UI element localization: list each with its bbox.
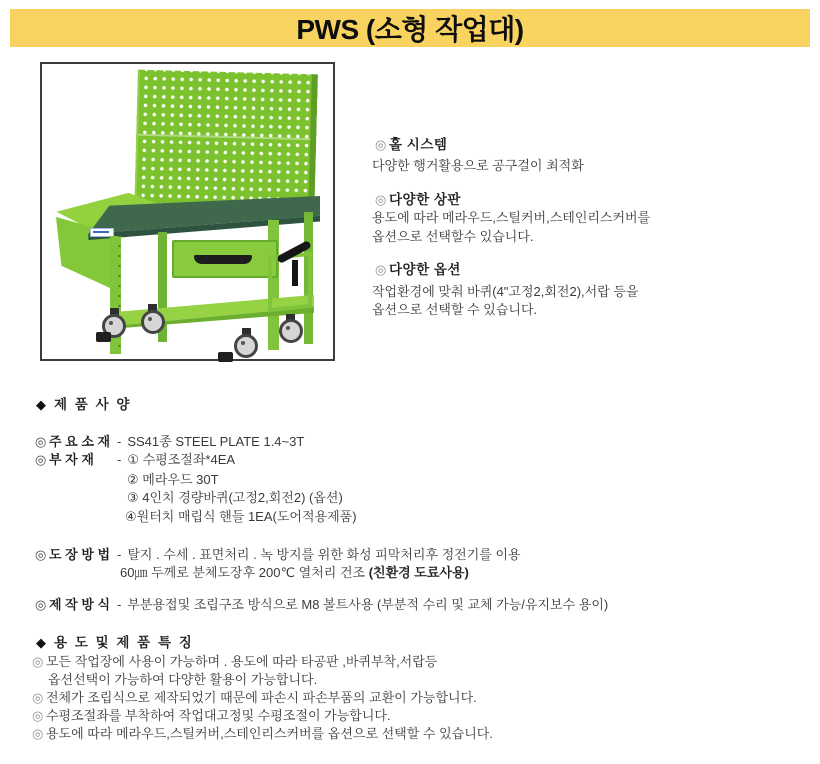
feature-text: 옵션으로 선택할수 있습니다.	[372, 229, 534, 244]
feature-text: 옵션으로 선택할 수 있습니다.	[372, 302, 538, 317]
side-bracket-frame	[268, 252, 312, 313]
spec-bullet-icon: ◎	[35, 547, 47, 562]
diamond-bullet-icon: ◆	[36, 397, 46, 412]
spec-label: 제 작 방 식	[49, 597, 111, 612]
usage-text: 모든 작업장에 사용이 가능하며 . 용도에 따라 타공판 ,바퀴부착,서랍등	[46, 654, 438, 669]
usage-text: 전체가 조립식으로 제작되었기 때문에 파손시 파손부품의 교환이 가능합니다.	[46, 690, 477, 705]
usage-text: 용도에 따라 메라우드,스틸커버,스테인리스커버를 옵션으로 선택할 수 있습니다.	[46, 726, 493, 741]
caster-wheel-icon	[141, 310, 165, 334]
spec-label: 주 요 소 재	[49, 434, 111, 449]
spec-heading: 제 품 사 양	[54, 397, 132, 412]
usage-item	[32, 654, 437, 670]
usage-text: 수평조절좌를 부착하여 작업대고정및 수평조절이 가능합니다.	[46, 708, 391, 723]
feature-title: 다양한 옵션	[389, 262, 461, 277]
usage-item-cont: 옵션선택이 가능하여 다양한 활용이 가능합니다.	[48, 672, 318, 687]
usage-heading-row	[36, 635, 194, 651]
feature-text: 용도에 따라 메라우드,스틸커버,스테인리스커버를	[372, 210, 651, 225]
usage-heading: 용 도 및 제 품 특 징	[54, 635, 194, 650]
feature-title: 다양한 상판	[389, 192, 461, 207]
spec-value: 탈지 . 수세 . 표면처리 . 녹 방지를 위한 화성 피막처리후 정전기를 이용	[127, 547, 521, 562]
leveling-foot	[218, 352, 233, 362]
drawer	[172, 240, 278, 278]
spec-row-material	[35, 434, 304, 450]
usage-item	[32, 708, 391, 724]
dash: -	[117, 452, 122, 467]
page-title: PWS (소형 작업대)	[296, 14, 524, 45]
product-image-frame	[40, 62, 335, 361]
dash: -	[117, 547, 122, 562]
drawer-handle	[194, 255, 252, 264]
spec-subitem	[120, 565, 469, 581]
spec-subitem: ② 메라우드 30T	[127, 472, 219, 487]
spec-value: ① 수평조절좌*4EA	[127, 452, 236, 467]
push-handle-grip	[292, 260, 298, 286]
dash: -	[117, 597, 122, 612]
feature-text: 다양한 행거활용으로 공구걸이 최적화	[372, 158, 584, 173]
feature-title: 홀 시스템	[389, 137, 448, 152]
spec-subitem: ③ 4인치 경량바퀴(고정2,회전2) (옵션)	[127, 490, 343, 505]
workbench-illustration	[42, 64, 333, 359]
spec-value: 부분용접및 조립구조 방식으로 M8 볼트사용 (부분적 수리 및 교체 가능/유지보수 용이)	[127, 597, 609, 612]
spec-bullet-icon: ◎	[35, 597, 47, 612]
diamond-bullet-icon: ◆	[36, 635, 46, 650]
spec-row-parts	[35, 452, 235, 468]
spec-row-fabrication	[35, 597, 608, 613]
feature-title-row	[375, 192, 461, 208]
feature-title-row	[375, 137, 447, 153]
spec-value: SS41종 STEEL PLATE 1.4~3T	[127, 434, 305, 449]
spec-row-painting	[35, 547, 521, 563]
spec-subitem: ④원터치 매립식 핸들 1EA(도어적용제품)	[125, 509, 357, 524]
usage-bullet-icon: ◎	[32, 654, 44, 669]
painting-line2-bold: (친환경 도료사용)	[368, 565, 469, 580]
usage-bullet-icon: ◎	[32, 708, 44, 723]
spec-label: 부 자 재	[49, 452, 94, 467]
title-banner	[10, 9, 810, 47]
painting-line2: 60㎛ 두께로 분체도장후 200℃ 열처리 건조	[120, 565, 369, 580]
worktop	[86, 196, 320, 240]
caster-wheel-icon	[279, 319, 303, 343]
spec-bullet-icon: ◎	[35, 434, 47, 449]
spec-heading-row	[36, 397, 131, 413]
feature-bullet-icon: ◎	[375, 192, 387, 207]
feature-bullet-icon: ◎	[375, 137, 387, 152]
pegboard-seam	[138, 134, 310, 141]
usage-item	[32, 690, 477, 706]
usage-bullet-icon: ◎	[32, 690, 44, 705]
feature-bullet-icon: ◎	[375, 262, 387, 277]
dash: -	[117, 434, 122, 449]
usage-item	[32, 726, 493, 742]
caster-wheel-icon	[234, 334, 258, 358]
usage-bullet-icon: ◎	[32, 726, 44, 741]
spec-bullet-icon: ◎	[35, 452, 47, 467]
feature-text: 작업환경에 맞춰 바퀴(4"고정2,회전2),서랍 등을	[372, 284, 639, 299]
spec-label: 도 장 방 법	[49, 547, 111, 562]
feature-title-row	[375, 262, 461, 278]
leveling-foot	[96, 332, 111, 342]
